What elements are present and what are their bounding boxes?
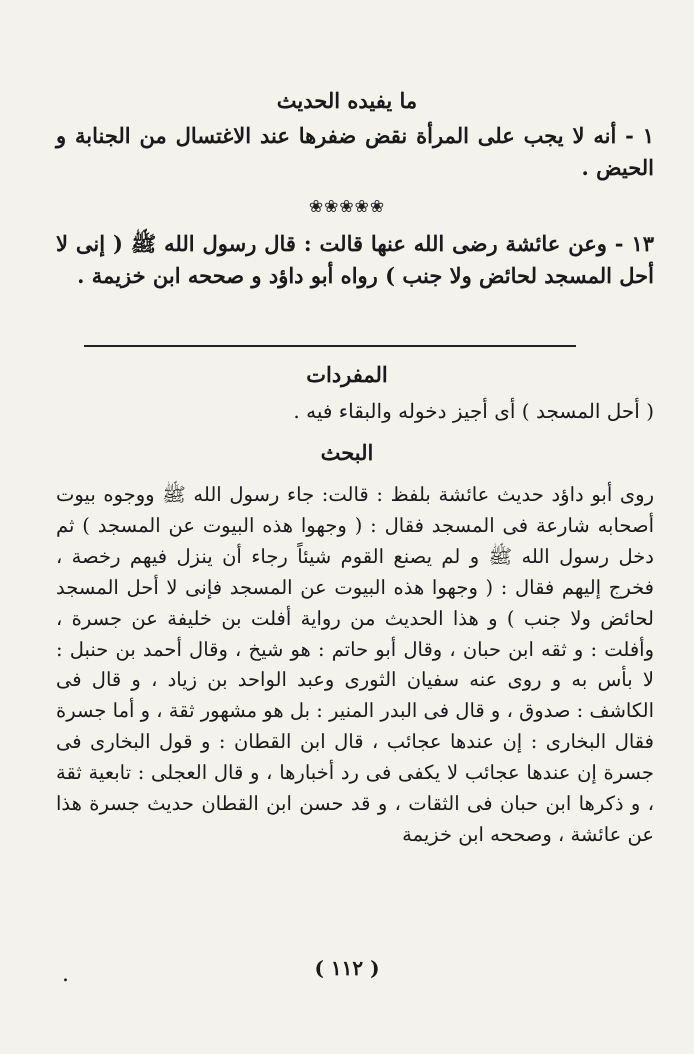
point-1: ١ - أنه لا يجب على المرأة نقض ضفرها عند الاغتسال من الجنابة و الحيض . [56, 123, 654, 180]
vocab-text: ( أحل المسجد ) أى أجيز دخوله والبقاء فيه . [293, 399, 654, 423]
ornament-divider: ❀❀❀❀❀ [308, 197, 386, 217]
section-rule [84, 345, 576, 347]
heading-vocab: المفردات [306, 362, 388, 387]
trailing-mark: . [62, 962, 69, 987]
page-number: ( ١١٢ ) [314, 956, 380, 980]
research-text: روى أبو داؤد حديث عائشة بلفظ : قالت: جاء رسول الله ﷺ ووجوه بيوت أصحابه شارعة فى المسجد فقال : ( وجهوا هذه البيوت عن المسجد ) ثم دخل رسول الله ﷺ و لم يصنع القوم شيئاً رجاء أن ينزل فيهم رخصة ، فخرج إليهم فقال : ( وجهوا هذه البيوت عن المسجد فإنى لا أحل المسجد لحائض ولا جنب ) و هذا الحديث من رواية أفلت بن خليفة عن جسرة ، وأفلت : و ثقه ابن حبان ، وقال أبو حاتم : هو شيخ ، وقال أحمد بن حنبل : لا بأس به و روى عنه سفيان الثورى وعبد الواحد بن زياد ، و قال فى الكاشف : صدوق ، و قال فى البدر المنير : بل هو مشهور ثقة ، و أما جسرة فقال البخارى : إن عندها عجائب ، قال ابن القطان : و قول البخارى فى جسرة إن عندها عجائب لا يكفى فى رد أخبارها ، و قال العجلى : تابعية ثقة ، و ذكرها ابن حبان فى الثقات ، و قد حسن ابن القطان حديث جسرة هذا عن عائشة ، وصححه ابن خزيمة [56, 483, 654, 846]
heading-benefit: ما يفيده الحديث [276, 88, 418, 113]
heading-research: البحث [320, 440, 374, 465]
hadith-13: ١٣ - وعن عائشة رضى الله عنها قالت : قال رسول الله ﷺ ( إنى لا أحل المسجد لحائض ولا جنب ) رواه أبو داؤد و صححه ابن خزيمة . [56, 231, 654, 288]
